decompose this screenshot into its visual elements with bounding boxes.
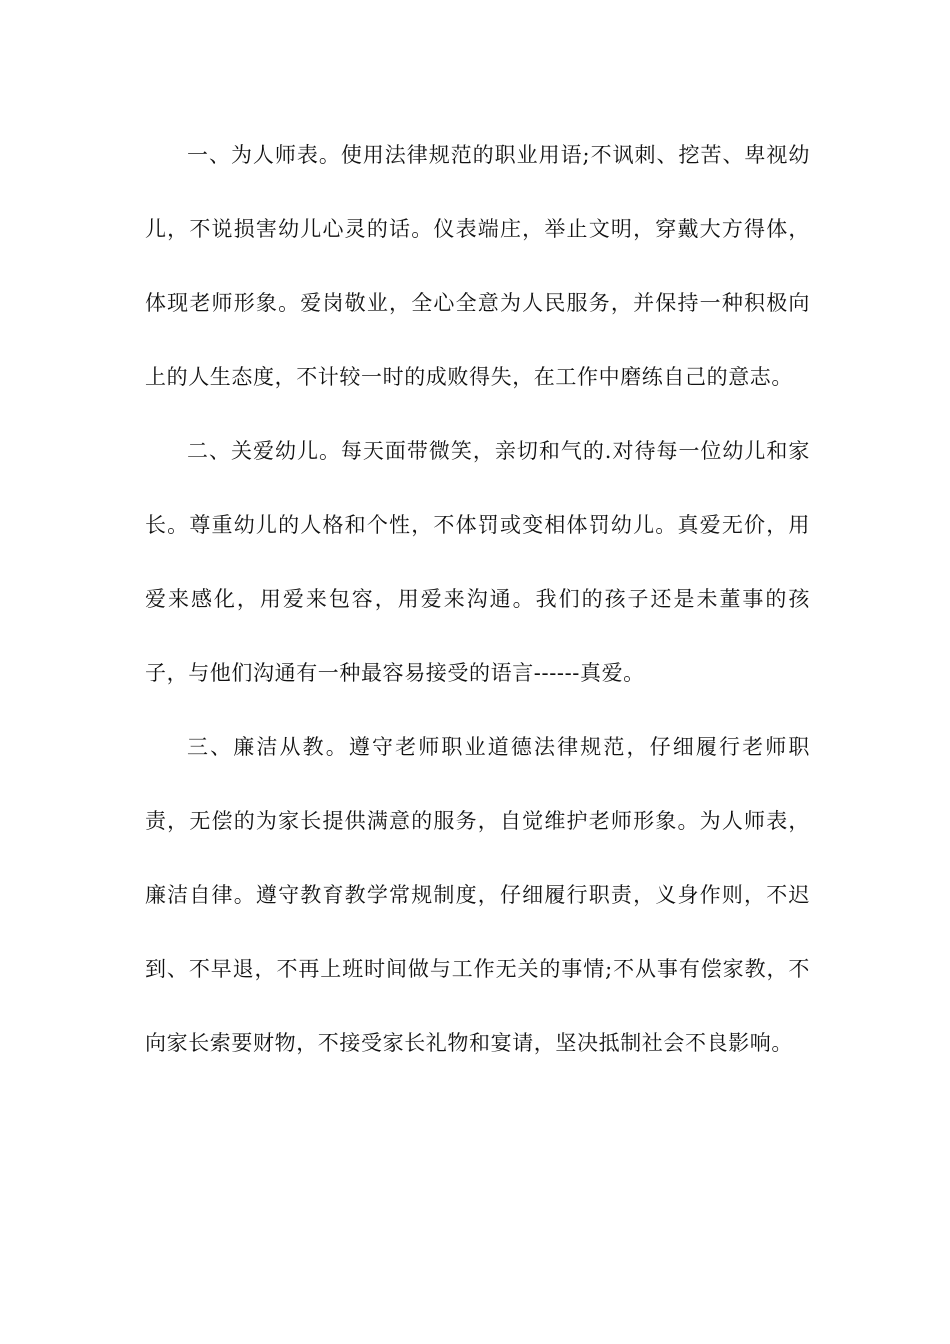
- paragraph-2: [145, 414, 810, 710]
- paragraph-1: [145, 118, 810, 414]
- paragraph-3: [145, 710, 810, 1080]
- document-body: [145, 118, 810, 1080]
- paragraph-3-text: 三、廉洁从教。遵守老师职业道德法律规范，仔细履行老师职责，无偿的为家长提供满意的服务，自觉维护老师形象。为人师表，廉洁自律。遵守教育教学常规制度，仔细履行职责，义身作则，不迟到、不早退，不再上班时间做与工作无关的事情;不从事有偿家教，不向家长索要财物，不接受家长礼物和宴请，坚决抵制社会不良影响。: [145, 735, 810, 1055]
- paragraph-2-text: 二、关爱幼儿。每天面带微笑，亲切和气的.对待每一位幼儿和家长。尊重幼儿的人格和个性，不体罚或变相体罚幼儿。真爱无价，用爱来感化，用爱来包容，用爱来沟通。我们的孩子还是未董事的孩子，与他们沟通有一种最容易接受的语言------真爱。: [145, 439, 810, 685]
- paragraph-1-text: 一、为人师表。使用法律规范的职业用语;不讽刺、挖苦、卑视幼儿，不说损害幼儿心灵的话。仪表端庄，举止文明，穿戴大方得体，体现老师形象。爱岗敬业，全心全意为人民服务，并保持一种积极向上的人生态度，不计较一时的成败得失，在工作中磨练自己的意志。: [145, 143, 810, 389]
